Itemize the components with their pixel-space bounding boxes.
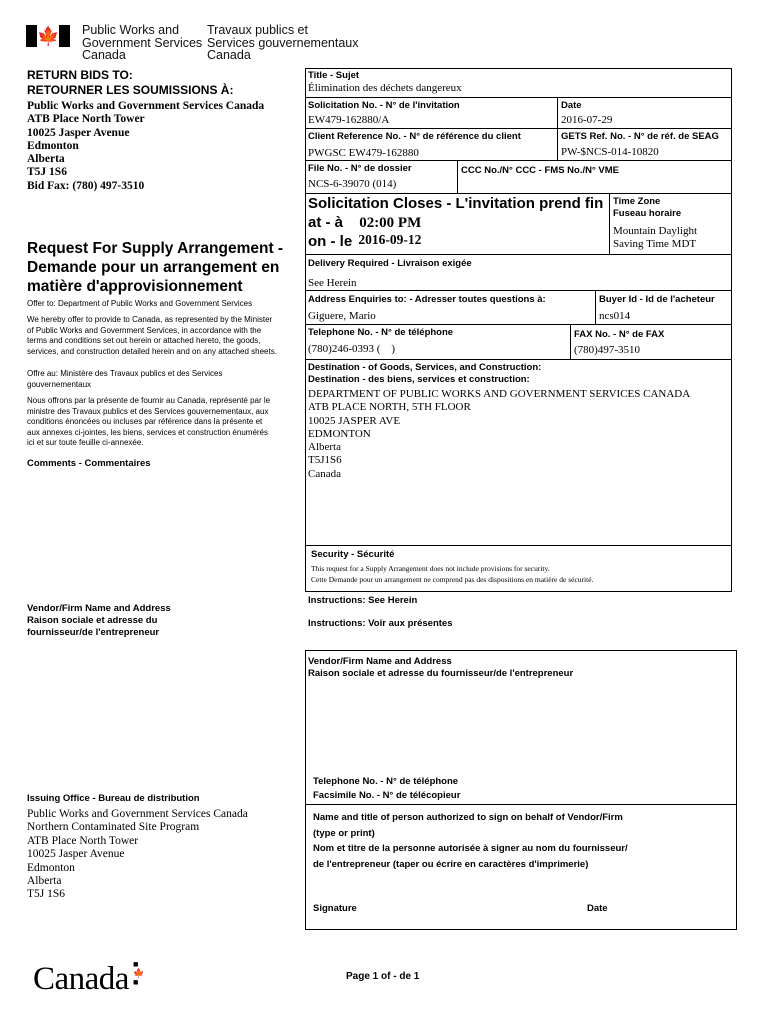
offer-text-en [27, 315, 305, 357]
return-bids-title-en: RETURN BIDS TO: [27, 68, 133, 82]
security-line: Cette Demande pour un arrangement ne comprend pas des dispositions en matière de sécurité. [311, 575, 594, 584]
signature-label: Signature [313, 903, 357, 914]
issuing-line: Northern Contaminated Site Program [27, 821, 200, 834]
return-bids-address [27, 100, 264, 193]
offre-au [27, 369, 305, 390]
title-label: Title - Sujet [308, 70, 360, 81]
canada-wordmark-text: Canada [33, 961, 129, 997]
solicitation-label: Solicitation No. - N° de l'invitation [308, 100, 460, 111]
offer-fr-line: ici et sur toute feuille ci-annexée. [27, 438, 144, 448]
vendor-box-label-line: Vendor/Firm Name and Address [308, 656, 452, 667]
telephone-label: Telephone No. - N° de téléphone [308, 327, 454, 338]
offer-fr-line: ministre des Travaux publics et des Services gouvernementaux, aux [27, 406, 269, 416]
date-value: 2016-07-29 [561, 114, 613, 126]
fax-value: (780)497-3510 [574, 344, 640, 356]
vendor-firm-left-label [27, 603, 171, 639]
offer-en-line: of Public Works and Government Services, in accordance with the [27, 325, 262, 335]
client-ref-value: PWGSC EW479-162880 [308, 147, 419, 159]
delivery-value: See Herein [308, 277, 357, 289]
solicitation-closes-label: Solicitation Closes - L'invitation prend fin [308, 195, 604, 212]
date-label: Date [561, 100, 582, 111]
vendor-telephone-label: Telephone No. - N° de téléphone [313, 776, 459, 787]
request-title-line: Request For Supply Arrangement - [27, 240, 284, 257]
issuing-line: ATB Place North Tower [27, 834, 139, 847]
security-label: Security - Sécurité [311, 549, 395, 560]
timezone-label-line: Fuseau horaire [613, 208, 682, 219]
timezone-value [613, 225, 697, 251]
ccc-label: CCC No./N° CCC - FMS No./N° VME [461, 165, 620, 176]
name-title-line: (type or print) [313, 827, 375, 839]
instructions-en: Instructions: See Herein [308, 595, 418, 606]
destination-value [308, 388, 690, 481]
timezone-value-line: Mountain Daylight [613, 225, 698, 237]
signature-date-label: Date [587, 903, 608, 914]
dept-en-line: Canada [82, 48, 126, 62]
security-line: This request for a Supply Arrangement does not include provisions for security. [311, 564, 550, 573]
offer-fr-line: Nous offrons par la présente de fournir au Canada, représenté par le [27, 396, 271, 405]
destination-line: Alberta [308, 441, 341, 454]
destination-line: DEPARTMENT OF PUBLIC WORKS AND GOVERNMENT SERVICES CANADA [308, 388, 691, 400]
issuing-line: T5J 1S6 [27, 888, 66, 901]
request-title-line: matière d'approvisionnement [27, 278, 243, 295]
security-text [311, 563, 593, 585]
page-number: Page 1 of - de 1 [346, 971, 420, 982]
closes-at [308, 214, 421, 232]
vendor-facsimile-label: Facsimile No. - N° de télécopieur [313, 790, 461, 801]
vendor-box-label-line: Raison sociale et adresse du fournisseur/de l'entrepreneur [308, 668, 574, 679]
canada-wordmark [33, 959, 145, 997]
name-title-line: Name and title of person authorized to sign on behalf of Vendor/Firm [313, 812, 623, 823]
offer-fr-line: conditions énoncées ou incluses par référence dans la présente et [27, 417, 263, 427]
issuing-line: 10025 Jasper Avenue [27, 848, 125, 861]
gets-label: GETS Ref. No. - N° de réf. de SEAG [561, 131, 719, 142]
issuing-line: Public Works and Government Services Canada [27, 808, 248, 820]
name-title-line: de l'entrepreneur (taper ou écrire en caractères d'imprimerie) [313, 858, 589, 870]
issuing-office-label: Issuing Office - Bureau de distribution [27, 793, 200, 804]
dept-en-line: Government Services [82, 35, 203, 50]
delivery-label: Delivery Required - Livraison exigée [308, 258, 472, 269]
bid-fax-line: Bid Fax: (780) 497-3510 [27, 179, 145, 192]
request-title [27, 239, 302, 296]
return-bids-title-fr: RETOURNER LES SOUMISSIONS À: [27, 82, 234, 97]
timezone-value-line: Saving Time MDT [613, 238, 697, 250]
return-bids-title [27, 68, 233, 97]
vendor-left-line: Vendor/Firm Name and Address [27, 603, 171, 614]
solicitation-value: EW479-162880/A [308, 114, 390, 126]
vendor-left-line: fournisseur/de l'entrepreneur [27, 627, 160, 638]
instructions-fr: Instructions: Voir aux présentes [308, 618, 453, 629]
destination-line: T5J1S6 [308, 454, 342, 467]
destination-label-line: Destination - des biens, services et construction: [308, 374, 530, 385]
on-value: 2016-09-12 [358, 233, 422, 247]
offer-en-line: terms and conditions set out herein or attached hereto, the goods, [27, 336, 261, 346]
address-line: Edmonton [27, 139, 79, 152]
dept-fr-line: Travaux publics et [207, 23, 308, 37]
issuing-line: Edmonton [27, 861, 75, 874]
dept-en-line: Public Works and [82, 23, 180, 37]
address-line: ATB Place North Tower [27, 113, 145, 126]
at-value: 02:00 PM [359, 215, 422, 231]
on-label: on - le [308, 233, 353, 250]
offer-to: Offer to: Department of Public Works and Government Services [27, 299, 253, 308]
offer-en-line: services, and construction detailed herein and on any attached sheets. [27, 346, 277, 356]
address-line: T5J 1S6 [27, 166, 67, 179]
enquiries-value: Giguere, Mario [308, 310, 376, 322]
timezone-label [613, 196, 681, 220]
offre-au-line: gouvernementaux [27, 379, 92, 389]
client-ref-label: Client Reference No. - N° de référence du client [308, 131, 521, 142]
offre-au-line: Offre au: Ministère des Travaux publics et des Services [27, 369, 223, 378]
file-label: File No. - N° de dossier [308, 163, 412, 174]
name-title-field[interactable] [308, 870, 734, 898]
at-label: at - à [308, 214, 344, 231]
name-title-label [313, 810, 628, 872]
issuing-office-address [27, 808, 248, 902]
destination-label-line: Destination - of Goods, Services, and Construction: [308, 362, 542, 373]
destination-line: EDMONTON [308, 427, 371, 440]
dept-name-fr [207, 24, 358, 62]
address-line: Alberta [27, 153, 65, 166]
buyer-value: ncs014 [599, 310, 631, 322]
gets-value: PW-$NCS-014-10820 [561, 146, 659, 158]
destination-line: Canada [308, 467, 341, 480]
wordmark-flag-icon: ■🍁■ [133, 959, 145, 987]
address-line: Public Works and Government Services Canada [27, 100, 265, 112]
vendor-firm-box-label [308, 656, 573, 680]
telephone-value: (780)246-0393 ( ) [308, 343, 396, 355]
offer-text-fr [27, 396, 305, 449]
dept-fr-line: Canada [207, 48, 251, 62]
destination-line: ATB PLACE NORTH, 5TH FLOOR [308, 401, 471, 414]
destination-label [308, 362, 541, 386]
closes-on [308, 233, 421, 251]
canada-flag-icon: 🍁 [26, 25, 70, 47]
timezone-label-line: Time Zone [613, 196, 661, 207]
title-value: Élimination des déchets dangereux [308, 82, 462, 94]
name-title-line: Nom et titre de la personne autorisée à signer au nom du fournisseur/ [313, 843, 628, 854]
dept-name-en [82, 24, 202, 62]
vendor-left-line: Raison sociale et adresse du [27, 615, 158, 626]
address-line: 10025 Jasper Avenue [27, 126, 130, 139]
destination-line: 10025 JASPER AVE [308, 414, 401, 427]
issuing-line: Alberta [27, 875, 62, 888]
dept-fr-line: Services gouvernementaux [207, 35, 359, 50]
request-title-line: Demande pour un arrangement en [27, 259, 280, 276]
file-value: NCS-6-39070 (014) [308, 178, 397, 190]
vendor-name-address-field[interactable] [308, 684, 734, 774]
offer-en-line: We hereby offer to provide to Canada, as represented by the Minister [27, 315, 273, 324]
buyer-label: Buyer Id - Id de l'acheteur [599, 294, 715, 305]
comments-label: Comments - Commentaires [27, 458, 151, 469]
enquiries-label: Address Enquiries to: - Adresser toutes questions à: [308, 294, 546, 305]
fax-label: FAX No. - N° de FAX [574, 329, 665, 340]
offer-fr-line: aux annexes ci-jointes, les biens, services et construction énumérés [27, 427, 269, 437]
